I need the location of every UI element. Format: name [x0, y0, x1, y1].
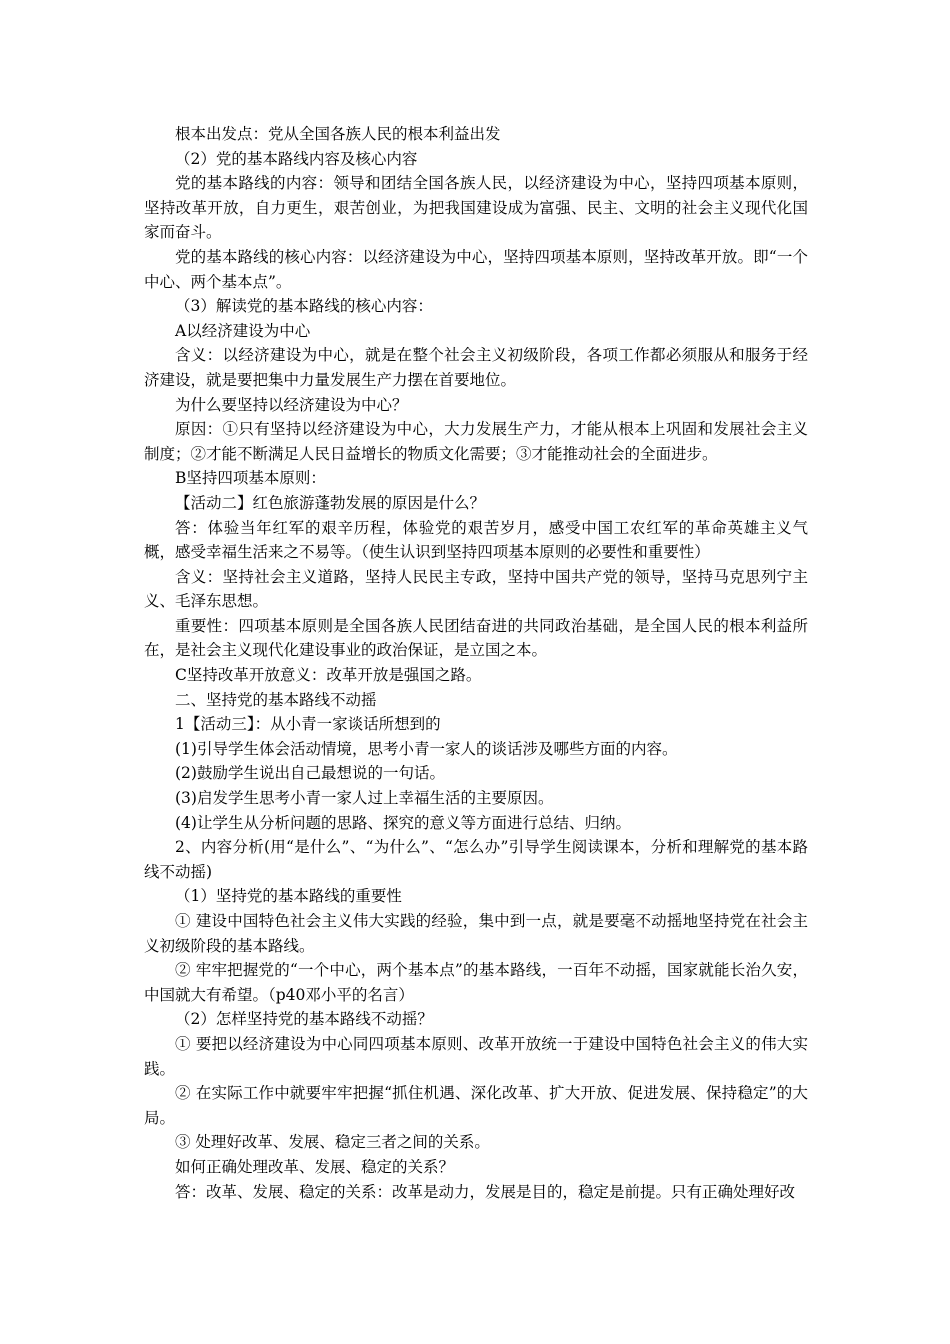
section-heading: （2）党的基本路线内容及核心内容: [175, 149, 418, 168]
answer: 答：体验当年红军的艰辛历程，体验党的艰苦岁月，感受中国工农红军的革命英雄主义气概，感受幸福生活来之不易等。（使生认识到坚持四项基本原则的必要性和重要性）: [144, 518, 808, 562]
activity-heading: 1【活动三】：从小青一家谈话所想到的: [175, 715, 441, 734]
subsection-heading: B坚持四项基本原则：: [175, 469, 326, 488]
paragraph: 含义：以经济建设为中心，就是在整个社会主义初级阶段，各项工作都必须服从和服务于经济建设，就是要把集中力量发展生产力摆在首要地位。: [144, 346, 808, 389]
list-item: (3)启发学生思考小青一家人过上幸福生活的主要原因。: [175, 789, 554, 808]
section-heading: （3）解读党的基本路线的核心内容：: [175, 297, 433, 316]
document-body: [144, 122, 808, 1204]
section-heading: （1）坚持党的基本路线的重要性: [175, 887, 402, 906]
list-item: (2)鼓励学生说出自己最想说的一句话。: [175, 764, 445, 783]
paragraph: 党的基本路线的核心内容：以经济建设为中心，坚持四项基本原则，坚持改革开放。即“一个中心、两个基本点”。: [144, 247, 808, 291]
list-item: ③ 处理好改革、发展、稳定三者之间的关系。: [175, 1133, 490, 1152]
subsection-heading: C坚持改革开放意义：改革开放是强国之路。: [175, 666, 482, 685]
answer: 答：改革、发展、稳定的关系：改革是动力，发展是目的，稳定是前提。只有正确处理好改: [175, 1182, 796, 1201]
list-item: (4)让学生从分析问题的思路、探究的意义等方面进行总结、归纳。: [175, 813, 631, 832]
paragraph: 原因：①只有坚持以经济建设为中心，大力发展生产力，才能从根本上巩固和发展社会主义制度；②才能不断满足人民日益增长的物质文化需要；③才能推动社会的全面进步。: [144, 420, 808, 463]
activity-heading: 【活动二】红色旅游蓬勃发展的原因是什么？: [175, 493, 486, 512]
section-heading: （2）怎样坚持党的基本路线不动摇？: [175, 1010, 433, 1029]
list-item: (1)引导学生体会活动情境，思考小青一家人的谈话涉及哪些方面的内容。: [175, 739, 678, 758]
list-item: ② 牢牢把握党的“一个中心，两个基本点”的基本路线，一百年不动摇，国家就能长治久安，中国就大有希望。（p40邓小平的名言）: [144, 961, 808, 1004]
paragraph: 党的基本路线的内容：领导和团结全国各族人民，以经济建设为中心，坚持四项基本原则，坚持改革开放，自力更生，艰苦创业，为把我国建设成为富强、民主、文明的社会主义现代化国家而奋斗。: [144, 174, 808, 242]
paragraph: 2、内容分析(用“是什么”、“为什么”、“怎么办”引导学生阅读课本，分析和理解党的基本路线不动摇): [144, 838, 808, 881]
paragraph: 含义：坚持社会主义道路，坚持人民民主专政，坚持中国共产党的领导，坚持马克思列宁主义、毛泽东思想。: [144, 567, 808, 611]
list-item: ② 在实际工作中就要牢牢把握“抓住机遇、深化改革、扩大开放、促进发展、保持稳定”的大局。: [144, 1084, 808, 1127]
list-item: ① 要把以经济建设为中心同四项基本原则、改革开放统一于建设中国特色社会主义的伟大实践。: [144, 1034, 808, 1078]
question: 为什么要坚持以经济建设为中心？: [175, 395, 408, 414]
subsection-heading: A以经济建设为中心: [175, 321, 311, 340]
section-heading: 二、坚持党的基本路线不动摇: [175, 690, 377, 709]
paragraph: 根本出发点：党从全国各族人民的根本利益出发: [175, 125, 501, 143]
list-item: ① 建设中国特色社会主义伟大实践的经验，集中到一点，就是要毫不动摇地坚持党在社会主义初级阶段的基本路线。: [144, 912, 808, 955]
question: 如何正确处理改革、发展、稳定的关系？: [175, 1157, 455, 1176]
paragraph: 重要性：四项基本原则是全国各族人民团结奋进的共同政治基础，是全国人民的根本利益所在，是社会主义现代化建设事业的政治保证，是立国之本。: [144, 616, 808, 660]
